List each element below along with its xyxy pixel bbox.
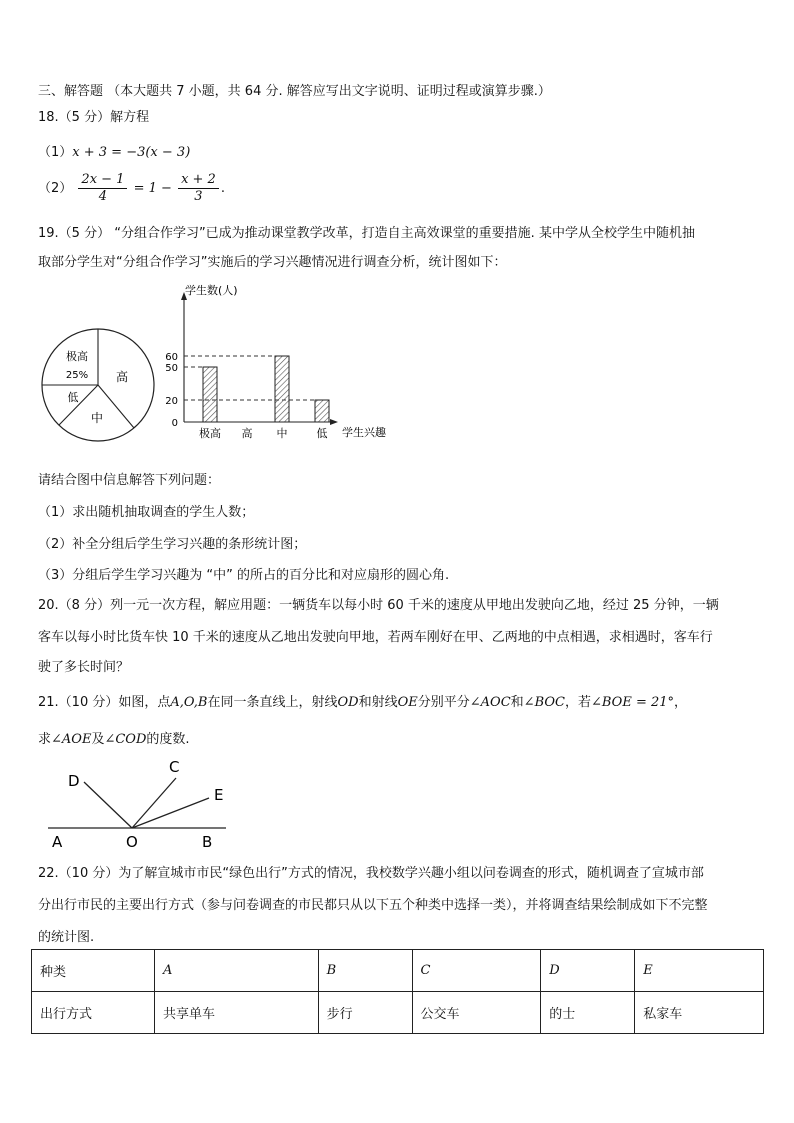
table-category-a: A: [155, 950, 319, 992]
x-category-label: 极高: [199, 427, 221, 440]
bar-0: [203, 367, 217, 422]
q19-pie-chart: [36, 326, 160, 444]
pie-label-very-high: 极高: [66, 350, 88, 363]
q18-part2: [38, 172, 225, 205]
q18-fraction-2-numerator: x + 2: [178, 172, 219, 189]
q19-line-1: 19.（5 分） “分组合作学习”已成为推动课堂教学改革，打造自主高效课堂的重要措施. 某中学从全校学生中随机抽: [38, 226, 695, 241]
q21-text-and: 及: [91, 732, 105, 747]
q21-angle-aoc: ∠AOC: [469, 695, 511, 710]
ray-oe: [132, 798, 209, 828]
q21-geometry-figure: [44, 752, 244, 852]
x-category-label: 高: [241, 427, 253, 440]
x-category-label: 低: [316, 427, 328, 440]
q18-fraction-2: [178, 172, 219, 205]
y-axis-label: 学生数(人): [185, 284, 238, 297]
q20-line-3: 驶了多长时间？: [38, 660, 130, 675]
table-mode-c: 公交车: [412, 992, 541, 1034]
bar-3: [315, 400, 329, 422]
label-o: O: [126, 833, 138, 851]
q18-fraction-1-denominator: 4: [98, 189, 108, 204]
table-header-category: 种类: [32, 950, 155, 992]
table-row: [32, 950, 764, 992]
table-mode-b: 步行: [318, 992, 412, 1034]
y-tick-label: 50: [165, 363, 178, 374]
label-b: B: [202, 833, 213, 851]
q21-ray-oe: OE: [397, 695, 418, 710]
q21-condition: ∠BOE = 21°: [590, 695, 675, 710]
pie-label-medium: 中: [90, 411, 104, 425]
q21-text-e: 和: [510, 695, 524, 710]
q22-line-3: 的统计图.: [38, 930, 95, 945]
pie-label-low: 低: [67, 391, 79, 404]
q21-points: A,O,B: [170, 695, 208, 710]
q20-line-2: 客车以每小时比货车快 10 千米的速度从乙地出发驶向甲地，若两车刚好在甲、乙两地的中点相遇，求相遇时，客车行: [38, 630, 713, 645]
x-axis-label: 学生兴趣: [342, 426, 386, 439]
table-category-c: C: [412, 950, 541, 992]
table-category-d: D: [541, 950, 635, 992]
x-axis-arrow: [330, 419, 338, 425]
q18-part1-label: （1）: [38, 145, 73, 160]
q18-fraction-1-numerator: 2x − 1: [78, 172, 127, 189]
q22-survey-table: [31, 949, 764, 1034]
q21-text-a: 21.（10 分）如图，点: [38, 695, 171, 710]
q21-line-1: [38, 691, 687, 710]
table-category-b: B: [318, 950, 412, 992]
q18-part2-middle: = 1 −: [133, 181, 172, 196]
q18-part2-label: （2）: [38, 181, 73, 196]
label-d: D: [68, 772, 80, 790]
pie-label-high: 高: [115, 370, 129, 384]
q21-text-g: ，: [674, 695, 688, 710]
table-mode-e: 私家车: [635, 992, 764, 1034]
table-mode-a: 共享单车: [155, 992, 319, 1034]
q22-line-1: 22.（10 分）为了解宣城市市民“绿色出行”方式的情况，我校数学兴趣小组以问卷调查的形式，随机调查了宣城市部: [38, 866, 704, 881]
label-c: C: [169, 758, 180, 776]
y-tick-label: 0: [171, 418, 178, 429]
q19-line-2: 取部分学生对“分组合作学习”实施后的学习兴趣情况进行调查分析，统计图如下：: [38, 255, 507, 270]
q21-ray-od: OD: [337, 695, 359, 710]
q18-title: 18.（5 分）解方程: [38, 110, 150, 125]
q18-part1-equation: x + 3 = −3(x − 3): [72, 145, 191, 160]
bar-2: [275, 356, 289, 422]
q19-bar-chart: [160, 280, 400, 450]
table-mode-d: 的士: [541, 992, 635, 1034]
q21-text-degrees: 的度数.: [146, 732, 190, 747]
q18-fraction-1: [78, 172, 127, 205]
section-header: 三、解答题 （本大题共 7 小题，共 64 分. 解答应写出文字说明、证明过程或演算步骤.）: [38, 84, 551, 99]
q21-text-d: 分别平分: [417, 695, 470, 710]
q21-text-b: 在同一条直线上，射线: [207, 695, 338, 710]
q19-sub-1: （1）求出随机抽取调查的学生人数；: [38, 505, 255, 520]
ray-oc: [132, 778, 176, 828]
table-category-e: E: [635, 950, 764, 992]
y-tick-label: 60: [165, 352, 178, 363]
x-category-label: 中: [276, 427, 288, 440]
q21-text-c: 和射线: [358, 695, 398, 710]
q18-part1: [38, 141, 190, 160]
q18-fraction-2-denominator: 3: [194, 189, 203, 204]
q20-line-1: 20.（8 分）列一元一次方程，解应用题：一辆货车以每小时 60 千米的速度从甲地出发驶向乙地，经过 25 分钟，一辆: [38, 598, 719, 613]
table-header-mode: 出行方式: [32, 992, 155, 1034]
table-row: [32, 992, 764, 1034]
q19-sub-2: （2）补全分组后学生学习兴趣的条形统计图；: [38, 537, 307, 552]
ray-od: [84, 782, 132, 828]
label-e: E: [214, 786, 224, 804]
q21-angle-aoe: ∠AOE: [51, 732, 92, 747]
q19-sub-3: （3）分组后学生学习兴趣为 “中” 的所占的百分比和对应扇形的圆心角.: [38, 568, 450, 583]
label-a: A: [52, 833, 63, 851]
q22-line-2: 分出行市民的主要出行方式（参与问卷调查的市民都只从以下五个种类中选择一类），并将调查结果绘制成如下不完整: [38, 898, 708, 913]
q21-text-ask: 求: [38, 732, 52, 747]
y-tick-label: 20: [165, 396, 178, 407]
q21-line-2: [38, 728, 190, 747]
q21-angle-boc: ∠BOC: [523, 695, 565, 710]
q21-text-f: ，若: [564, 695, 591, 710]
q19-prompt: 请结合图中信息解答下列问题：: [38, 473, 221, 488]
q18-part2-end: .: [220, 181, 225, 196]
q21-angle-cod: ∠COD: [104, 732, 147, 747]
pie-label-percent: 25%: [65, 370, 89, 381]
